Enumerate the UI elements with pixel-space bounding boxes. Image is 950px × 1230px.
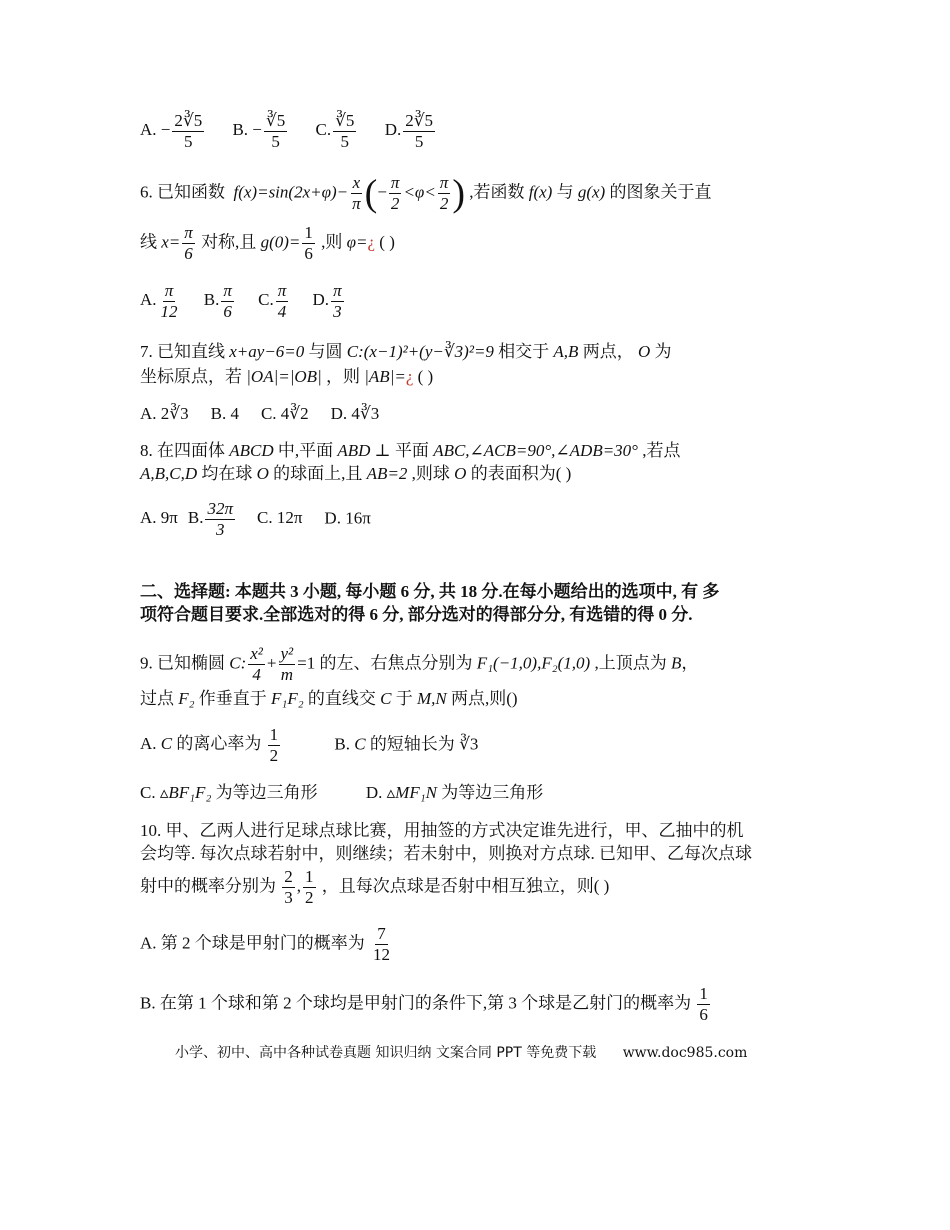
q5-options xyxy=(140,112,459,151)
q7-option-d: D. 4∛3 xyxy=(330,404,380,423)
q7-option-b: B. 4 xyxy=(210,404,239,423)
page-footer xyxy=(175,1042,747,1062)
section2-heading-line1: 二、选择题: 本题共 3 小题, 每小题 6 分, 共 18 分.在每小题给出的选项中, 有 多 xyxy=(140,582,720,601)
q8-line1: 8. 在四面体 ABCD 中,平面 ABD ⊥ 平面 ABC,∠ACB=90°,∠ADB=30° ,若点 xyxy=(140,441,681,460)
q10-option-b: B. 在第 1 个球和第 2 个球均是甲射门的条件下,第 3 个球是乙射门的概率为 $\frac{1}{6}$ xyxy=(140,984,708,1024)
footer-text: 小学、初中、高中各种试卷真题 知识归纳 文案合同 PPT 等免费下载 xyxy=(175,1045,597,1061)
q9-option-d: D. ▵MF₁N 为等边三角形 xyxy=(365,783,544,802)
q7-option-a: A. 2∛3 xyxy=(140,404,189,423)
section2-heading-line2: 项符合题目要求.全部选对的得 6 分, 部分选对的得部分分, 有选错的得 0 分. xyxy=(140,605,693,624)
q6-option-a: A. $\frac{\pi}{12}$ xyxy=(140,281,178,321)
q7-options xyxy=(140,403,379,425)
q9-options-cd xyxy=(140,782,543,804)
q7-line1: 7. 已知直线 x+ay−6=0 与圆 C:(x−1)²+(y−∛3)²=9 相交于 A,B 两点， O 为 xyxy=(140,342,672,361)
q6-option-b: B. $\frac{\pi}{6}$ xyxy=(203,281,232,321)
q8-options xyxy=(140,500,371,539)
q6-option-d: D. $\frac{\pi}{3}$ xyxy=(312,281,342,321)
q8-option-d: D. 16π xyxy=(324,508,371,528)
q9-option-c: C. ▵BF₁F₂ 为等边三角形 xyxy=(140,783,318,802)
q5-option-b: B. − $\frac{∛5}{5}$ xyxy=(232,111,286,151)
q6-line2: 线 x= $\frac{\pi}{6}$ 对称,且 g(0)= $\frac{1}{6}$ ,则 φ=¿ ( ) xyxy=(140,223,395,263)
q6-line1: 6. 已知函数 f(x)=sin(2x+φ)− $\frac{x}{\pi}$ (− $\frac{\pi}{2}$ <φ< $\frac{\pi}{2}$ ) ,若函数 f(x) 与 g(x) 的图象关于直 xyxy=(140,172,712,215)
footer-url[interactable]: www.doc985.com xyxy=(622,1045,748,1061)
q5-option-c: C. $\frac{∛5}{5}$ xyxy=(315,111,355,151)
q10-option-a: A. 第 2 个球是甲射门的概率为 $\frac{7}{12}$ xyxy=(140,924,391,964)
q5-option-d: D. $\frac{2∛5}{5}$ xyxy=(384,111,434,151)
q6-option-c: C. $\frac{\pi}{4}$ xyxy=(258,281,287,321)
q9-option-a: A. C 的离心率为 $\frac{1}{2}$ xyxy=(140,725,279,765)
q6-options xyxy=(140,282,346,321)
q9-line1: 9. 已知椭圆 C: $\frac{\text{x²}}{4}$ + $\frac{\text{y²}}{m}$ =1 的左、右焦点分别为 F₁(−1,0),F₂(1,0) ,上顶点为 B， xyxy=(140,644,699,684)
q9-line2: 过点 F₂ 作垂直于 F₁F₂ 的直线交 C 于 M,N 两点,则() xyxy=(140,689,518,708)
q10-line2: 会均等. 每次点球若射中，则继续；若未射中，则换对方点球. 已知甲、乙每次点球 xyxy=(140,844,752,863)
q9-options-ab xyxy=(140,726,478,765)
q8-option-c: C. 12π xyxy=(257,508,303,528)
q9-option-b: B. C 的短轴长为 ∛3 xyxy=(334,734,479,754)
q10-line1: 10. 甲、乙两人进行足球点球比赛，用抽签的方式决定谁先进行，甲、乙抽中的机 xyxy=(140,821,744,840)
q7-line2: 坐标原点，若 |OA|=|OB| ，则 |AB|=¿ ( ) xyxy=(140,367,434,386)
q7-option-c: C. 4∛2 xyxy=(260,404,309,423)
q8-line2: A,B,C,D 均在球 O 的球面上,且 AB=2 ,则球 O 的表面积为( ) xyxy=(140,464,572,483)
q8-option-b: B. $\frac{32\pi}{3}$ xyxy=(187,499,233,539)
q10-line3: 射中的概率分别为 $\frac{2}{3}$ , $\frac{1}{2}$ ，且每次点球是否射中相互独立，则( ) xyxy=(140,867,610,907)
q5-option-a: A. − $\frac{2∛5}{5}$ xyxy=(140,111,203,151)
q8-option-a: A. 9π xyxy=(140,508,178,528)
